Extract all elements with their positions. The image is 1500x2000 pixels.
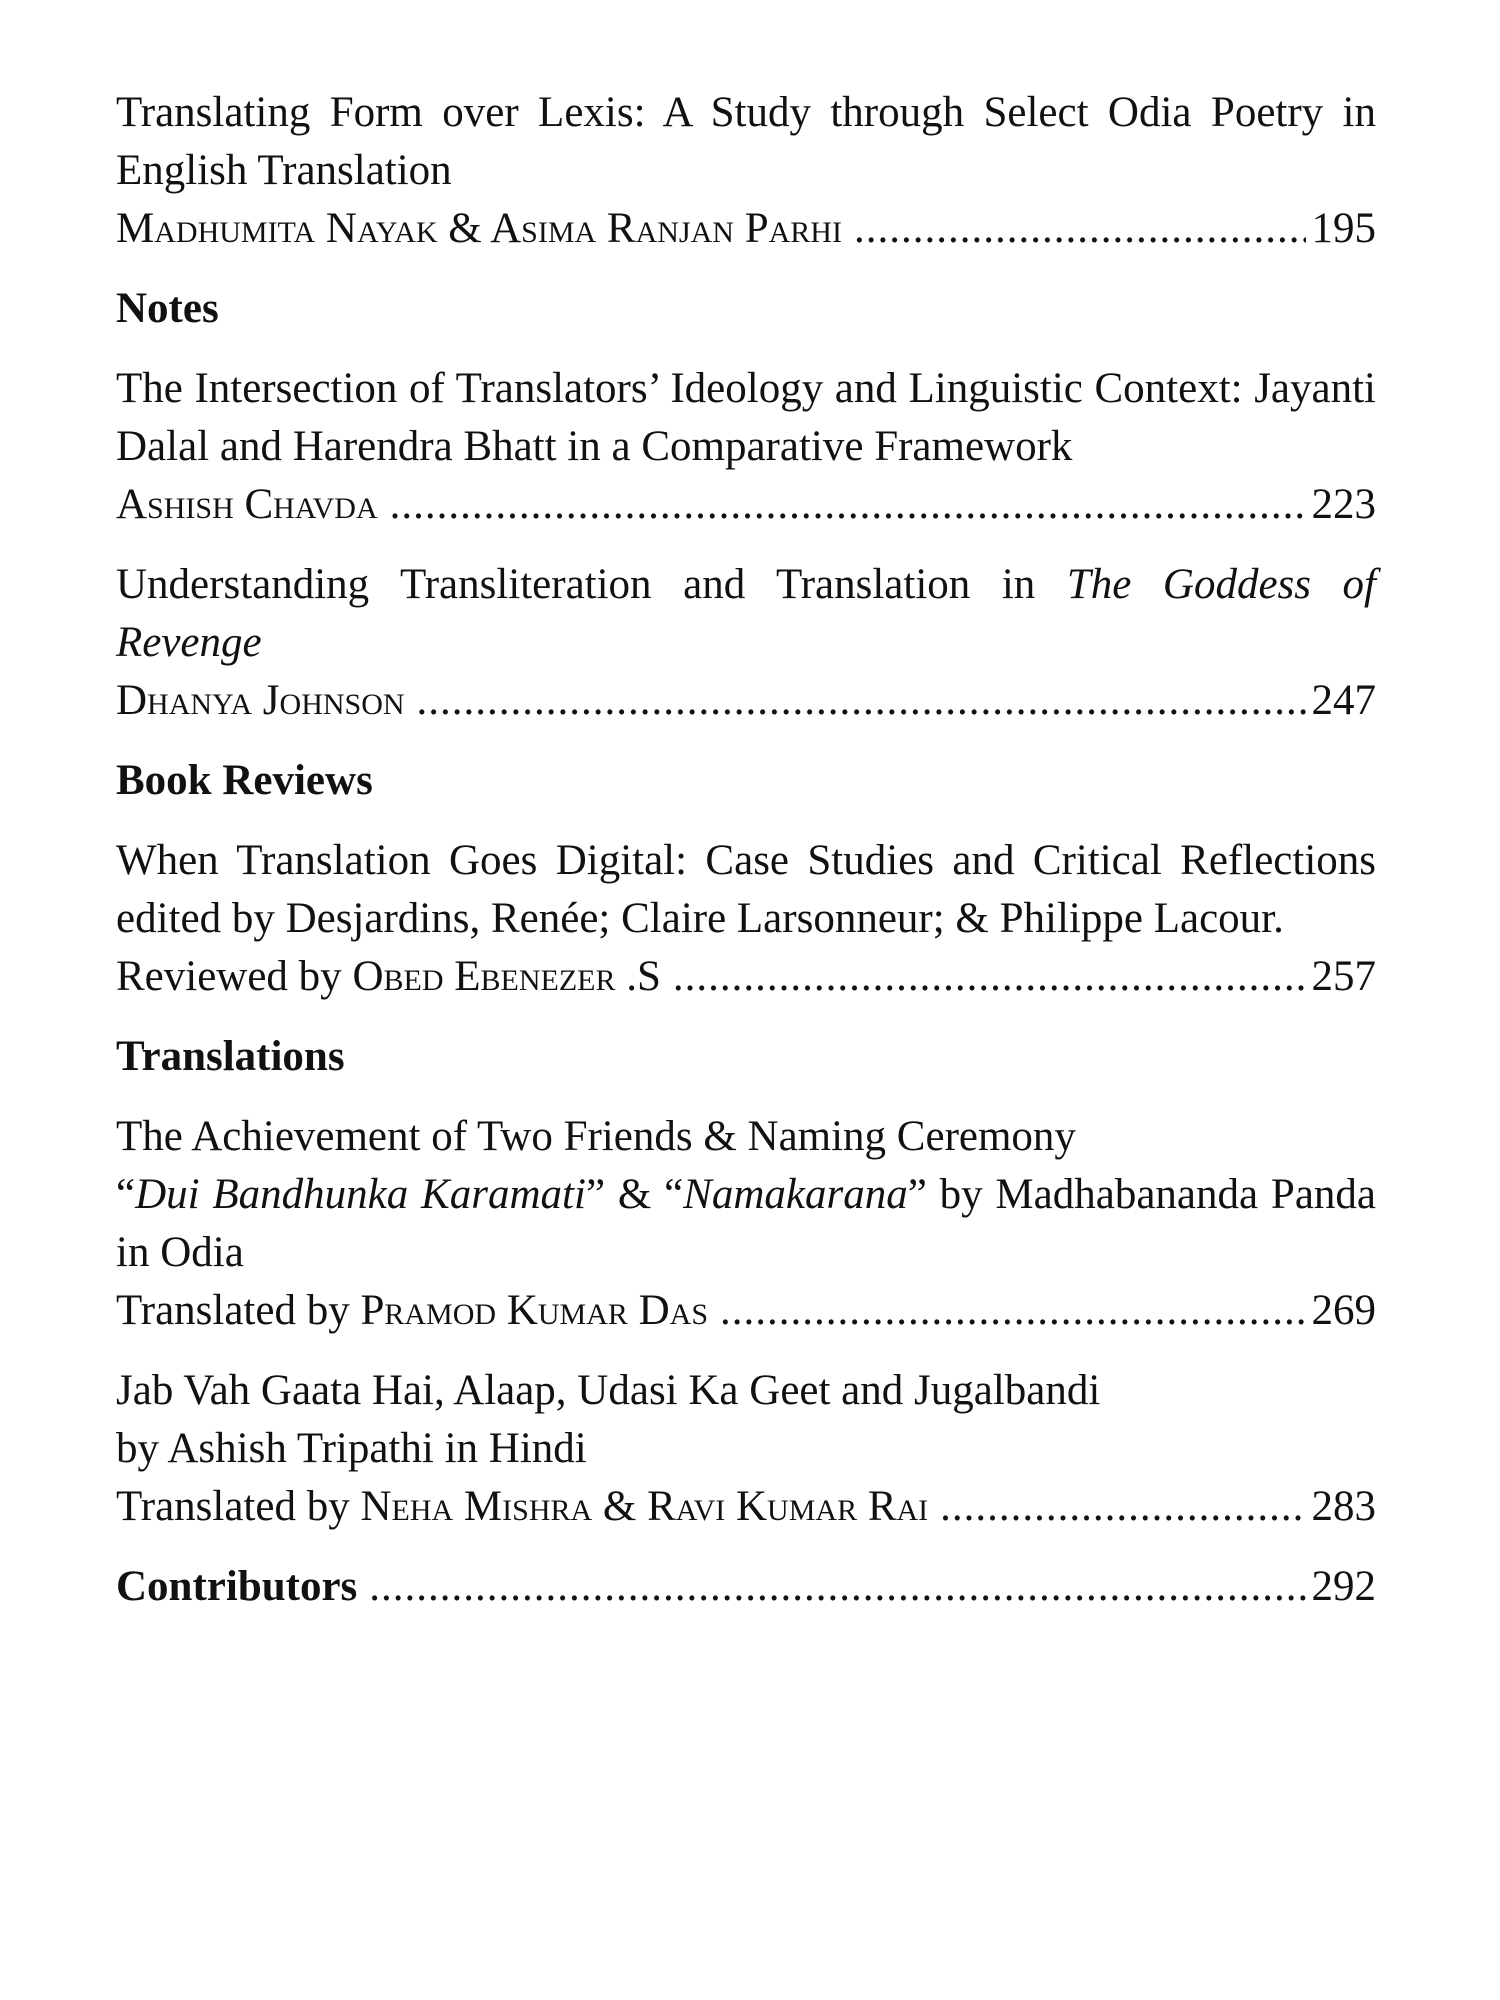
table-of-contents	[116, 84, 1376, 1616]
author-credit	[116, 1282, 708, 1340]
page-number: 292	[1311, 1563, 1376, 1610]
quote-mark: “	[116, 1171, 136, 1218]
title-italic: Namakarana	[683, 1171, 908, 1218]
entry-title-line: The Achievement of Two Friends & Naming Ceremony	[116, 1113, 1076, 1160]
toc-entry	[116, 556, 1376, 730]
title-text: ” & “	[585, 1171, 684, 1218]
section-heading-translations: Translations	[116, 1033, 345, 1080]
author-name: Dhanya Johnson	[116, 677, 405, 724]
page-number: 247	[1311, 677, 1376, 724]
page-number: 269	[1311, 1287, 1376, 1334]
page-number: 257	[1311, 953, 1376, 1000]
author-name: Obed Ebenezer .S	[352, 953, 661, 1000]
author-line	[116, 200, 1376, 258]
section-heading-notes: Notes	[116, 285, 219, 332]
toc-entry	[116, 832, 1376, 1006]
author-name: Neha Mishra & Ravi Kumar Rai	[360, 1483, 929, 1530]
dot-leader	[940, 1478, 1305, 1536]
entry-title: Translating Form over Lexis: A Study through Select Odia Poetry in English Translation	[116, 89, 1376, 194]
title-text: ” by Madhabananda Panda in Odia	[116, 1171, 1376, 1276]
toc-entry	[116, 1108, 1376, 1340]
author-line	[116, 1478, 1376, 1536]
toc-entry	[116, 84, 1376, 258]
dot-leader	[417, 672, 1306, 730]
dot-leader	[369, 1558, 1305, 1616]
author-line	[116, 1282, 1376, 1340]
author-name: Madhumita Nayak & Asima Ranjan Parhi	[116, 205, 842, 252]
credit-prefix: Translated by	[116, 1287, 361, 1334]
entry-title-line: by Ashish Tripathi in Hindi	[116, 1425, 587, 1472]
author-line	[116, 476, 1376, 534]
toc-entry	[116, 1362, 1376, 1536]
dot-leader	[720, 1282, 1305, 1340]
credit-prefix: Translated by	[116, 1483, 361, 1530]
section-heading-book-reviews: Book Reviews	[116, 757, 373, 804]
contributors-entry	[116, 1558, 1376, 1616]
entry-subtitle	[116, 1166, 1376, 1282]
page-number: 283	[1311, 1483, 1376, 1530]
entry-title: When Translation Goes Digital: Case Studies and Critical Reflections edited by Desjardins, Renée; Claire Larsonneur; & Philippe Lacour.	[116, 837, 1376, 942]
author-line	[116, 948, 1376, 1006]
dot-leader	[390, 476, 1306, 534]
page-number: 195	[1311, 205, 1376, 252]
author-line	[116, 672, 1376, 730]
entry-title	[116, 556, 1376, 672]
toc-entry	[116, 360, 1376, 534]
entry-title-line: Jab Vah Gaata Hai, Alaap, Udasi Ka Geet and Jugalbandi	[116, 1367, 1101, 1414]
page-number: 223	[1311, 481, 1376, 528]
author-credit	[116, 1478, 928, 1536]
title-italic: Dui Bandhunka Karamati	[135, 1171, 586, 1218]
title-text: Understanding Transliteration and Translation in	[116, 561, 1067, 608]
author-name: Ashish Chavda	[116, 481, 378, 528]
title-italic: The Goddess of Revenge	[116, 561, 1376, 666]
dot-leader	[854, 200, 1306, 258]
dot-leader	[673, 948, 1306, 1006]
author-credit	[116, 948, 661, 1006]
contributors-label: Contributors	[116, 1563, 358, 1610]
author-name: Pramod Kumar Das	[360, 1287, 709, 1334]
entry-title: The Intersection of Translators’ Ideology and Linguistic Context: Jayanti Dalal and Harendra Bhatt in a Comparative Framework	[116, 365, 1376, 470]
credit-prefix: Reviewed by	[116, 953, 353, 1000]
